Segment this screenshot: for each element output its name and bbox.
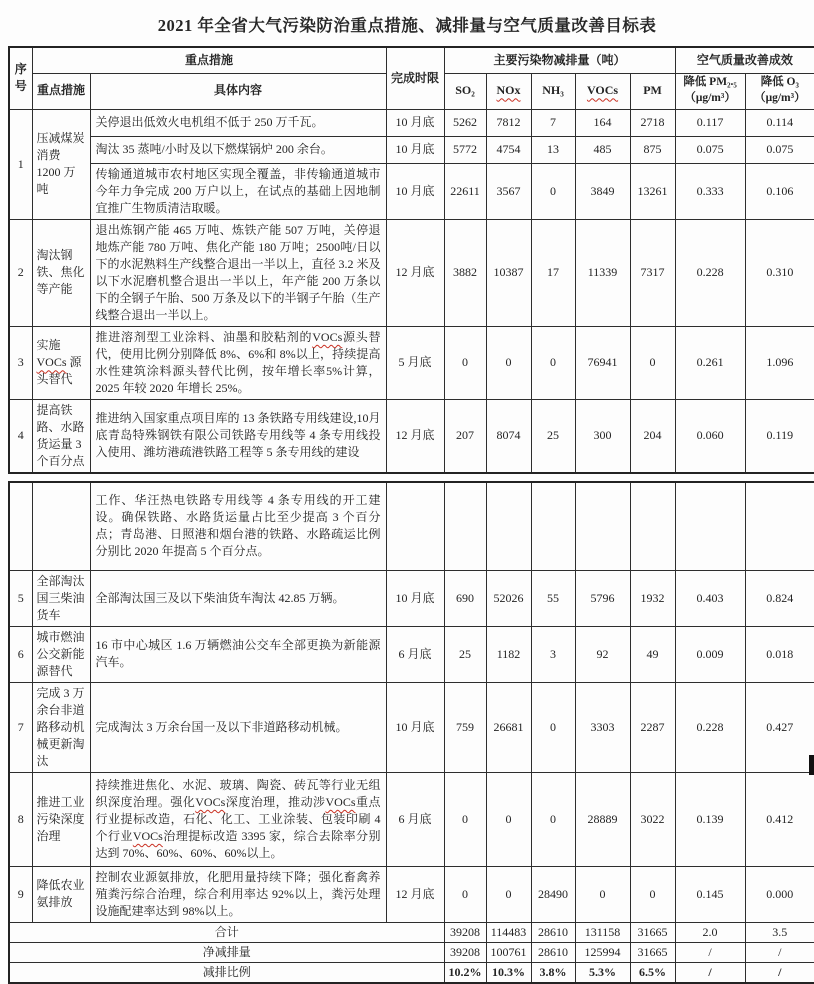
cell-vocs: 164 bbox=[575, 109, 630, 136]
cell-o3: 0.119 bbox=[745, 399, 814, 473]
cell-vocs: 300 bbox=[575, 399, 630, 473]
column-header-no: 序号 bbox=[9, 47, 32, 109]
column-header-o3-line1: 降低 O₃ bbox=[760, 76, 799, 89]
cell-nox: 4754 bbox=[486, 136, 531, 163]
cell-so2: 690 bbox=[444, 570, 486, 626]
cell-deadline: 10 月底 bbox=[386, 570, 444, 626]
cell-so2: 207 bbox=[444, 399, 486, 473]
column-header-pm25-line1: 降低 PM₂.₅ bbox=[683, 76, 737, 89]
cell-vocs: 131158 bbox=[575, 922, 630, 942]
cell-deadline: 5 月底 bbox=[386, 326, 444, 399]
cell-pm25: 0.261 bbox=[675, 326, 745, 399]
row-detail: 工作、华汪热电铁路专用线等 4 条专用线的开工建设。确保铁路、水路货运量占比至少提高 3 个百分点；青岛港、日照港和烟台港的铁路、水路疏运比例分别比 2020 年提高 5 个百分点。 bbox=[90, 482, 386, 570]
cell-vocs: 76941 bbox=[575, 326, 630, 399]
row-measure: 淘汰钢铁、焦化等产能 bbox=[32, 219, 90, 326]
cell-vocs: 28889 bbox=[575, 772, 630, 866]
cell-o3: / bbox=[745, 963, 814, 984]
row-measure: 提高铁路、水路货运量 3 个百分点 bbox=[32, 399, 90, 473]
cell-deadline: 10 月底 bbox=[386, 109, 444, 136]
cell-o3: 0.018 bbox=[745, 626, 814, 682]
cell-vocs: 125994 bbox=[575, 943, 630, 963]
cell-o3: 0.412 bbox=[745, 772, 814, 866]
cell-so2: 5262 bbox=[444, 109, 486, 136]
row-detail: 完成淘汰 3 万余台国一及以下非道路移动机械。 bbox=[90, 682, 386, 772]
cell-nox: 0 bbox=[486, 772, 531, 866]
cell-nox: 1182 bbox=[486, 626, 531, 682]
cell-o3: 0.106 bbox=[745, 163, 814, 219]
cell-pm: 31665 bbox=[630, 922, 675, 942]
cell-pm: 2287 bbox=[630, 682, 675, 772]
cell-nh3: 3.8% bbox=[531, 963, 575, 984]
row-detail: 传输通道城市农村地区实现全覆盖，非传输通道城市今年力争完成 200 万户以上，在试点的基础上因地制宜推广生物质清洁取暖。 bbox=[90, 163, 386, 219]
cell-pm: 0 bbox=[630, 326, 675, 399]
cell-so2: 22611 bbox=[444, 163, 486, 219]
row-measure: 推进工业污染深度治理 bbox=[32, 772, 90, 866]
cell-pm: 1932 bbox=[630, 570, 675, 626]
cell-nox: 3567 bbox=[486, 163, 531, 219]
column-header-measure: 重点措施 bbox=[32, 73, 90, 109]
cell-nox: 100761 bbox=[486, 943, 531, 963]
cell-vocs: 485 bbox=[575, 136, 630, 163]
cell-pm25: / bbox=[675, 963, 745, 984]
cell-pm bbox=[630, 482, 675, 570]
cell-o3: 0.075 bbox=[745, 136, 814, 163]
cell-so2: 0 bbox=[444, 326, 486, 399]
cell-nox: 114483 bbox=[486, 922, 531, 942]
cell-nh3: 25 bbox=[531, 399, 575, 473]
cell-o3: 0.824 bbox=[745, 570, 814, 626]
cell-o3: 0.310 bbox=[745, 219, 814, 326]
row-no: 6 bbox=[9, 626, 32, 682]
cell-o3: 0.114 bbox=[745, 109, 814, 136]
cell-so2: 0 bbox=[444, 772, 486, 866]
cell-pm25: 2.0 bbox=[675, 922, 745, 942]
cell-pm25: 0.075 bbox=[675, 136, 745, 163]
row-no bbox=[9, 482, 32, 570]
row-detail: 退出炼钢产能 465 万吨、炼铁产能 507 万吨，关停退地炼产能 780 万吨、焦化产能 180 万吨；2500吨/日以下的水泥熟料生产线整合退出一半以上，直径 3.2 米及以下水泥磨机整合退出一半以上，年产能 200 万条以下的全钢子午胎、500 万条及以下的半钢子午胎（生产线整合退出一半以上。 bbox=[90, 219, 386, 326]
cell-nh3: 0 bbox=[531, 772, 575, 866]
cell-o3: 3.5 bbox=[745, 922, 814, 942]
cell-nh3: 28490 bbox=[531, 866, 575, 922]
cell-pm25: 0.228 bbox=[675, 219, 745, 326]
cell-pm: 3022 bbox=[630, 772, 675, 866]
row-no: 4 bbox=[9, 399, 32, 473]
column-header-nh3: NH₃ bbox=[531, 73, 575, 109]
table-row bbox=[9, 682, 814, 772]
cell-pm: 875 bbox=[630, 136, 675, 163]
cell-nh3: 28610 bbox=[531, 943, 575, 963]
row-measure: 实施 VOCs 源头替代 bbox=[32, 326, 90, 399]
row-measure: 城市燃油公交新能源替代 bbox=[32, 626, 90, 682]
table-row bbox=[9, 772, 814, 866]
cell-vocs: 0 bbox=[575, 866, 630, 922]
cell-nox: 0 bbox=[486, 326, 531, 399]
cell-nox: 26681 bbox=[486, 682, 531, 772]
cell-pm25: 0.403 bbox=[675, 570, 745, 626]
row-no: 2 bbox=[9, 219, 32, 326]
targets-table-part1 bbox=[8, 46, 814, 474]
row-detail: 持续推进焦化、水泥、玻璃、陶瓷、砖瓦等行业无组织深度治理。强化VOCs深度治理，推动涉VOCs重点行业提标改造，石化、化工、工业涂装、包装印刷 4 个行业VOCs治理提标改造 3395 家，综合去除率分别达到 70%、60%、60%、60%以上。 bbox=[90, 772, 386, 866]
column-header-o3 bbox=[745, 73, 814, 109]
column-group-pollutants: 主要污染物减排量（吨） bbox=[444, 47, 675, 73]
cell-vocs bbox=[575, 482, 630, 570]
targets-table-part2 bbox=[8, 481, 814, 984]
row-measure: 完成 3 万余台非道路移动机械更新淘汰 bbox=[32, 682, 90, 772]
cell-o3 bbox=[745, 482, 814, 570]
row-detail: 控制农业源氨排放，化肥用量持续下降；强化畜禽养殖粪污综合治理，综合利用率达 92%以上，粪污处理设施配建率达到 98%以上。 bbox=[90, 866, 386, 922]
cell-nh3 bbox=[531, 482, 575, 570]
cell-so2: 10.2% bbox=[444, 963, 486, 984]
cell-pm25: 0.145 bbox=[675, 866, 745, 922]
cell-pm: 7317 bbox=[630, 219, 675, 326]
cell-nox: 8074 bbox=[486, 399, 531, 473]
column-header-so2: SO₂ bbox=[444, 73, 486, 109]
row-measure bbox=[32, 482, 90, 570]
cell-pm: 31665 bbox=[630, 943, 675, 963]
cell-nox: 10387 bbox=[486, 219, 531, 326]
cell-vocs: 3303 bbox=[575, 682, 630, 772]
row-detail: 推进溶剂型工业涂料、油墨和胶粘剂的VOCs源头替代，使用比例分别降低 8%、6%和 8%以上，持续提高水性建筑涂料源头替代比例，按年增长率5%计算，2025 年较 2020 年增长 25%。 bbox=[90, 326, 386, 399]
reduction-ratio-row-label: 减排比例 bbox=[9, 963, 444, 984]
cell-nh3: 0 bbox=[531, 326, 575, 399]
column-group-measures: 重点措施 bbox=[32, 47, 386, 73]
cell-nox bbox=[486, 482, 531, 570]
cell-nox: 0 bbox=[486, 866, 531, 922]
cell-so2: 3882 bbox=[444, 219, 486, 326]
cell-pm25: 0.333 bbox=[675, 163, 745, 219]
row-detail: 推进纳入国家重点项目库的 13 条铁路专用线建设,10月底青岛特殊钢铁有限公司铁路专用线等 4 条专用线投入使用、潍坊港疏港铁路工程等 5 条专用线的建设 bbox=[90, 399, 386, 473]
row-detail: 全部淘汰国三及以下柴油货车淘汰 42.85 万辆。 bbox=[90, 570, 386, 626]
column-header-o3-line2: （μg/m³） bbox=[754, 92, 806, 104]
total-row-label: 合计 bbox=[9, 922, 444, 942]
cell-deadline: 12 月底 bbox=[386, 399, 444, 473]
cell-nh3: 13 bbox=[531, 136, 575, 163]
row-no: 3 bbox=[9, 326, 32, 399]
cell-so2: 759 bbox=[444, 682, 486, 772]
cell-nh3: 17 bbox=[531, 219, 575, 326]
row-detail: 16 市中心城区 1.6 万辆燃油公交车全部更换为新能源汽车。 bbox=[90, 626, 386, 682]
table-row bbox=[9, 136, 814, 163]
cell-pm25: 0.117 bbox=[675, 109, 745, 136]
cell-nh3: 0 bbox=[531, 682, 575, 772]
cell-pm25: 0.009 bbox=[675, 626, 745, 682]
row-no: 8 bbox=[9, 772, 32, 866]
row-detail: 关停退出低效火电机组不低于 250 万千瓦。 bbox=[90, 109, 386, 136]
cell-deadline: 12 月底 bbox=[386, 866, 444, 922]
cell-vocs: 3849 bbox=[575, 163, 630, 219]
row-no: 5 bbox=[9, 570, 32, 626]
cell-so2: 25 bbox=[444, 626, 486, 682]
reduction-ratio-row bbox=[9, 963, 814, 984]
cell-nox: 52026 bbox=[486, 570, 531, 626]
net-reduction-row-label: 净减排量 bbox=[9, 943, 444, 963]
cell-pm25: 0.060 bbox=[675, 399, 745, 473]
row-no: 1 bbox=[9, 109, 32, 219]
total-row bbox=[9, 922, 814, 942]
cell-deadline: 6 月底 bbox=[386, 626, 444, 682]
column-header-detail: 具体内容 bbox=[90, 73, 386, 109]
table-row bbox=[9, 866, 814, 922]
cell-deadline: 12 月底 bbox=[386, 219, 444, 326]
cell-deadline: 10 月底 bbox=[386, 682, 444, 772]
cell-pm: 2718 bbox=[630, 109, 675, 136]
row-measure: 降低农业氨排放 bbox=[32, 866, 90, 922]
cell-o3: 0.000 bbox=[745, 866, 814, 922]
cell-pm25 bbox=[675, 482, 745, 570]
row-detail: 淘汰 35 蒸吨/小时及以下燃煤锅炉 200 余台。 bbox=[90, 136, 386, 163]
column-header-pm25 bbox=[675, 73, 745, 109]
table-row bbox=[9, 326, 814, 399]
cell-deadline: 6 月底 bbox=[386, 772, 444, 866]
row-measure: 压减煤炭消费 1200 万吨 bbox=[32, 109, 90, 219]
column-header-vocs: VOCs bbox=[575, 73, 630, 109]
cell-pm: 49 bbox=[630, 626, 675, 682]
cell-so2: 39208 bbox=[444, 943, 486, 963]
cell-nh3: 7 bbox=[531, 109, 575, 136]
table-row bbox=[9, 109, 814, 136]
cell-pm: 6.5% bbox=[630, 963, 675, 984]
cell-deadline: 10 月底 bbox=[386, 136, 444, 163]
cell-nh3: 3 bbox=[531, 626, 575, 682]
cell-pm25: 0.139 bbox=[675, 772, 745, 866]
table-row bbox=[9, 163, 814, 219]
cell-so2: 39208 bbox=[444, 922, 486, 942]
cell-nh3: 55 bbox=[531, 570, 575, 626]
cell-vocs: 92 bbox=[575, 626, 630, 682]
cell-pm: 0 bbox=[630, 866, 675, 922]
column-header-pm: PM bbox=[630, 73, 675, 109]
cell-so2 bbox=[444, 482, 486, 570]
edge-artifact bbox=[809, 755, 814, 775]
column-header-nox: NOx bbox=[486, 73, 531, 109]
page-title: 2021 年全省大气污染防治重点措施、减排量与空气质量改善目标表 bbox=[157, 16, 657, 35]
cell-pm: 13261 bbox=[630, 163, 675, 219]
table-row bbox=[9, 626, 814, 682]
cell-deadline: 10 月底 bbox=[386, 163, 444, 219]
cell-so2: 5772 bbox=[444, 136, 486, 163]
table-row bbox=[9, 570, 814, 626]
row-no: 9 bbox=[9, 866, 32, 922]
cell-nh3: 0 bbox=[531, 163, 575, 219]
table-row bbox=[9, 482, 814, 570]
cell-pm25: 0.228 bbox=[675, 682, 745, 772]
cell-o3: / bbox=[745, 943, 814, 963]
cell-nh3: 28610 bbox=[531, 922, 575, 942]
net-reduction-row bbox=[9, 943, 814, 963]
cell-so2: 0 bbox=[444, 866, 486, 922]
cell-o3: 1.096 bbox=[745, 326, 814, 399]
cell-pm: 204 bbox=[630, 399, 675, 473]
column-group-air-quality: 空气质量改善成效 bbox=[675, 47, 814, 73]
column-header-deadline: 完成时限 bbox=[386, 47, 444, 109]
column-header-pm25-line2: （μg/m³） bbox=[684, 92, 736, 104]
cell-pm25: / bbox=[675, 943, 745, 963]
cell-vocs: 5.3% bbox=[575, 963, 630, 984]
table-row bbox=[9, 219, 814, 326]
cell-nox: 7812 bbox=[486, 109, 531, 136]
cell-nox: 10.3% bbox=[486, 963, 531, 984]
cell-deadline bbox=[386, 482, 444, 570]
row-no: 7 bbox=[9, 682, 32, 772]
cell-o3: 0.427 bbox=[745, 682, 814, 772]
cell-vocs: 5796 bbox=[575, 570, 630, 626]
table-row bbox=[9, 399, 814, 473]
cell-vocs: 11339 bbox=[575, 219, 630, 326]
row-measure: 全部淘汰国三柴油货车 bbox=[32, 570, 90, 626]
